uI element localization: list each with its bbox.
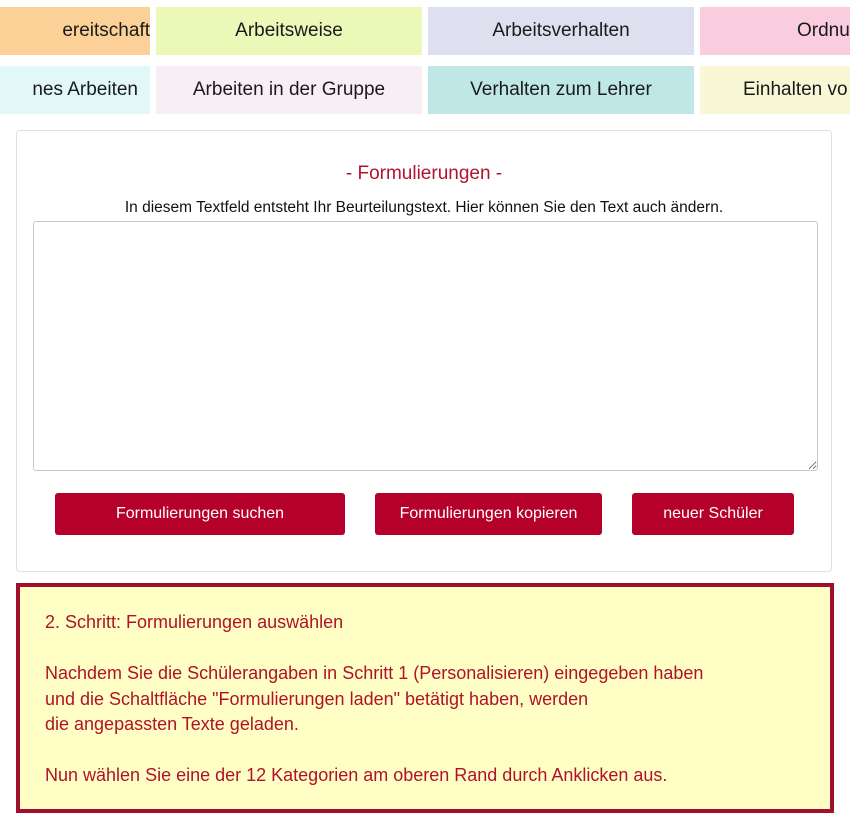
info-heading: 2. Schritt: Formulierungen auswählen [45,612,344,632]
formulierungen-panel [16,130,832,572]
tab-label: Arbeitsverhalten [492,20,630,41]
tab-label: Arbeitsweise [235,20,343,41]
tab-category-3[interactable] [428,7,694,55]
tab-label: Arbeiten in der Gruppe [192,79,386,100]
spacer [45,738,830,764]
panel-title: - Formulierungen - [345,163,503,184]
info-text-line: die angepassten Texte geladen. [45,714,299,734]
assessment-text-area[interactable] [33,221,818,471]
tab-category-1[interactable] [0,7,150,55]
tab-category-4[interactable] [700,7,850,55]
tab-label: nes Arbeiten [32,79,138,100]
copy-formulations-button[interactable]: Formulierungen kopieren [375,493,602,535]
tab-label: Verhalten zum Lehrer [470,79,652,100]
panel-subtitle: In diesem Textfeld entsteht Ihr Beurteilungstext. Hier können Sie den Text auch ändern. [124,199,724,216]
step-2-info-box [16,583,834,813]
tab-category-8[interactable] [700,66,850,114]
tab-label: Ordnu [797,20,850,41]
info-text-line: Nachdem Sie die Schülerangaben in Schritt 1 (Personalisieren) eingegeben haben [45,663,704,683]
tab-category-6[interactable] [156,66,422,114]
tab-label: Einhalten vo [743,79,848,100]
tab-category-5[interactable] [0,66,150,114]
tab-category-7[interactable] [428,66,694,114]
new-student-button[interactable]: neuer Schüler [632,493,794,535]
tab-category-2[interactable] [156,7,422,55]
info-text-line: Nun wählen Sie eine der 12 Kategorien am oberen Rand durch Anklicken aus. [45,765,668,785]
spacer [45,636,830,662]
category-tabs-row-1 [0,7,850,55]
tab-label: ereitschaft [62,20,150,41]
search-formulations-button[interactable]: Formulierungen suchen [55,493,345,535]
info-text-line: und die Schaltfläche "Formulierungen laden" betätigt haben, werden [45,688,589,709]
category-tabs-row-2 [0,66,850,114]
